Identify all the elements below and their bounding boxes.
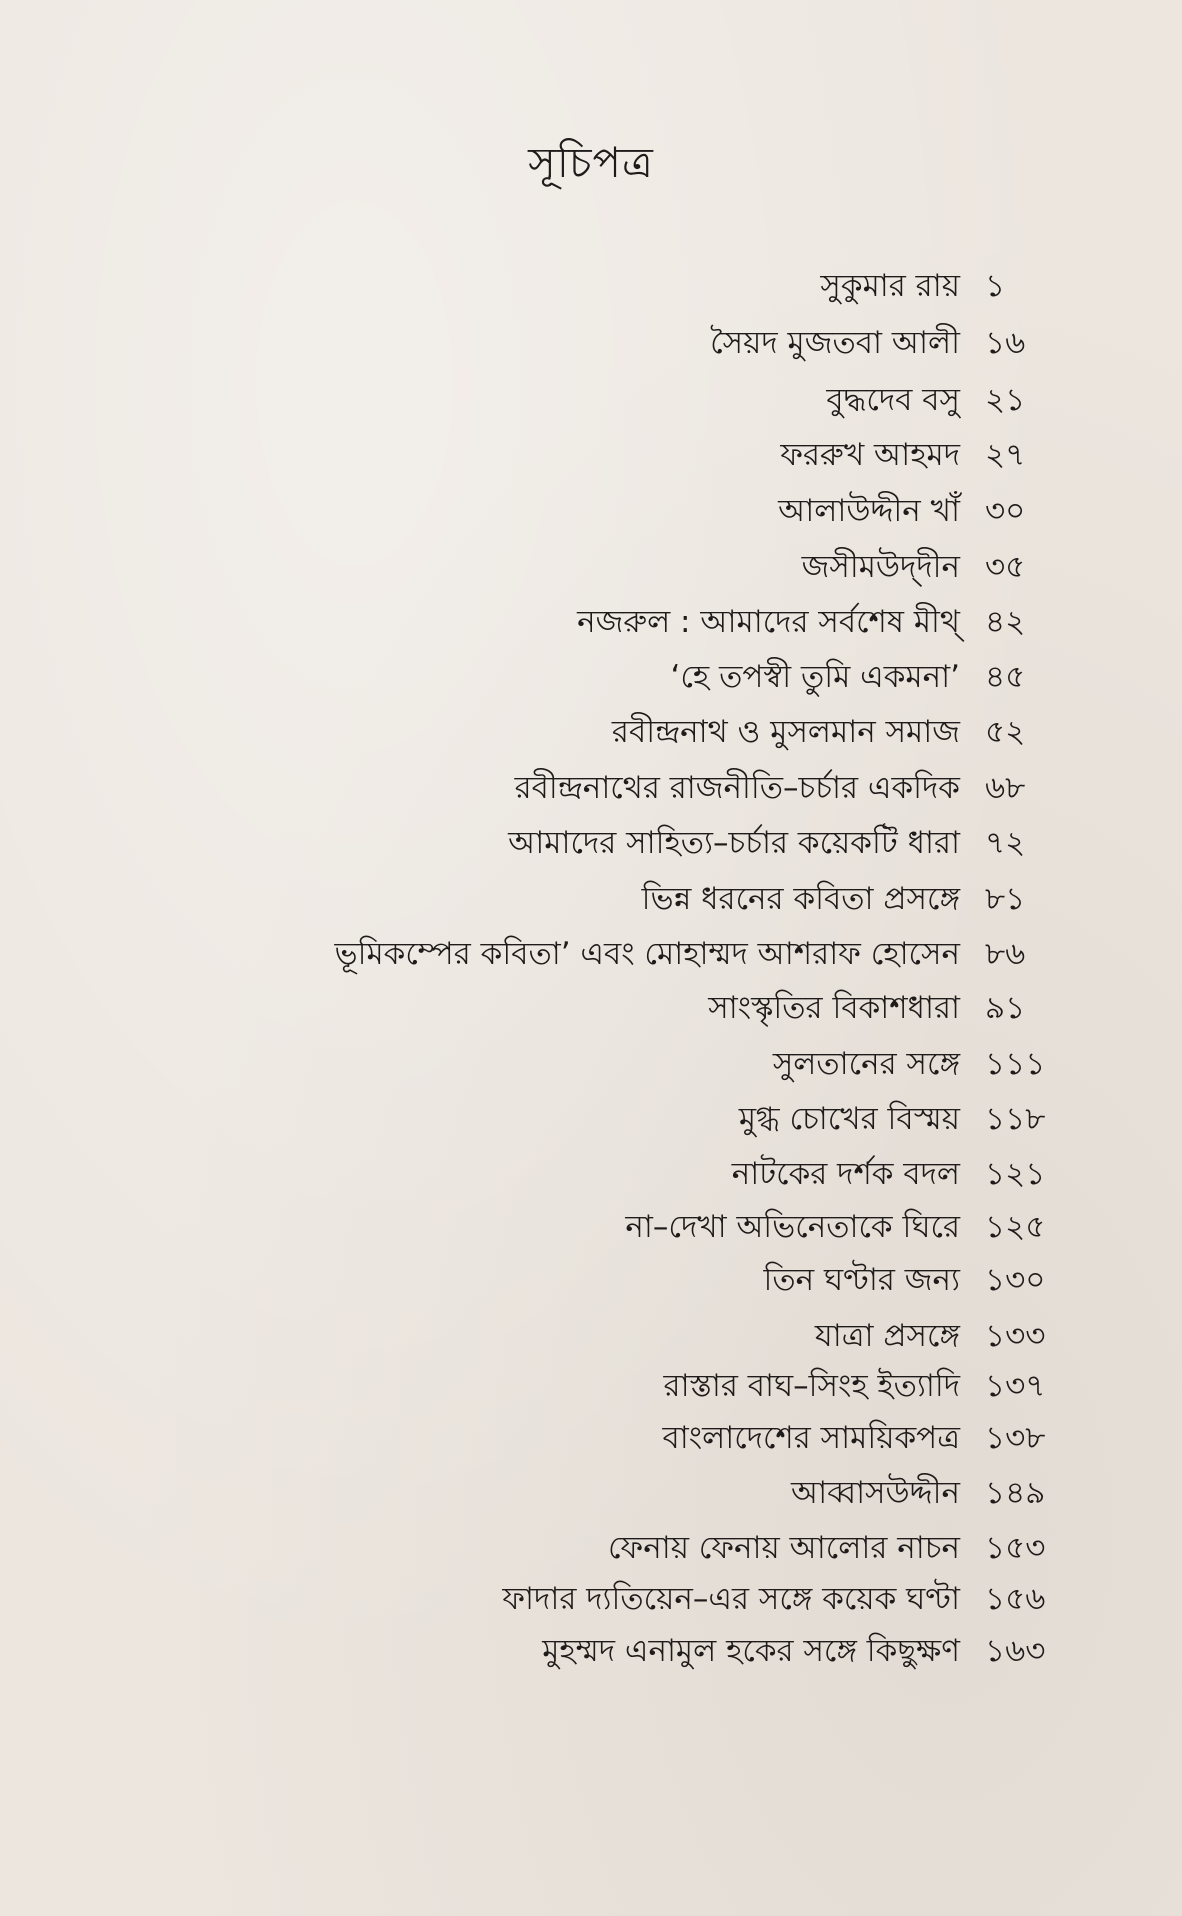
toc-entry-page-number: ৩০ xyxy=(985,493,1026,529)
toc-entry xyxy=(0,543,1182,595)
toc-entry-page-number: ৬৮ xyxy=(985,770,1026,806)
toc-entry xyxy=(0,1627,1182,1679)
toc-entry-page-number: ২৭ xyxy=(985,437,1026,473)
toc-entry-title: যাত্রা প্রসঙ্গে xyxy=(814,1318,960,1354)
toc-entry-title: রাস্তার বাঘ–সিংহ ইত্যাদি xyxy=(663,1368,960,1404)
toc-entry xyxy=(0,930,1182,982)
toc-entry xyxy=(0,819,1182,871)
toc-entry xyxy=(0,1414,1182,1466)
toc-entry xyxy=(0,262,1182,314)
toc-entry xyxy=(0,1524,1182,1576)
toc-entry-page-number: ১৫৩ xyxy=(985,1530,1046,1566)
toc-entry-title: সুলতানের সঙ্গে xyxy=(772,1046,960,1082)
toc-entry xyxy=(0,1362,1182,1414)
toc-entry-page-number: ১৪৯ xyxy=(985,1475,1046,1511)
toc-entry-page-number: ১৫৬ xyxy=(985,1581,1046,1617)
toc-entry-title: সৈয়দ মুজতবা আলী xyxy=(710,325,960,361)
toc-entry-title: আব্বাসউদ্দীন xyxy=(791,1475,960,1511)
toc-entry xyxy=(0,653,1182,705)
toc-entry xyxy=(0,376,1182,428)
toc-entry-title: বাংলাদেশের সাময়িকপত্র xyxy=(662,1420,960,1456)
toc-entry-page-number: ৩৫ xyxy=(985,549,1026,585)
toc-entry-page-number: ১৬৩ xyxy=(985,1633,1046,1669)
toc-entry-page-number: ৪২ xyxy=(985,604,1026,640)
toc-entry xyxy=(0,875,1182,927)
toc-entry-title: ভূমিকম্পের কবিতা’ এবং মোহাম্মদ আশরাফ হোসেন xyxy=(334,936,960,972)
toc-entry-page-number: ১৩০ xyxy=(985,1262,1046,1298)
toc-entry xyxy=(0,431,1182,483)
toc-entry-page-number: ৫২ xyxy=(985,714,1026,750)
toc-entry-page-number: ৮১ xyxy=(985,881,1026,917)
toc-entry-page-number: ১১৮ xyxy=(985,1101,1046,1137)
toc-entry-title: আলাউদ্দীন খাঁ xyxy=(778,493,960,529)
toc-entry-page-number: ৭২ xyxy=(985,825,1026,861)
toc-entry xyxy=(0,1150,1182,1202)
toc-entry-page-number: ৪৫ xyxy=(985,659,1026,695)
toc-entry-page-number: ১৩৮ xyxy=(985,1420,1046,1456)
toc-entry-title: ফেনায় ফেনায় আলোর নাচন xyxy=(607,1530,960,1566)
toc-entry-title: সুকুমার রায় xyxy=(820,268,960,304)
toc-entry-page-number: ৯১ xyxy=(985,990,1026,1026)
toc-entry-title: ভিন্ন ধরনের কবিতা প্রসঙ্গে xyxy=(641,881,960,917)
toc-entry xyxy=(0,984,1182,1036)
toc-entry xyxy=(0,319,1182,371)
toc-entry-title: বুদ্ধদেব বসু xyxy=(826,382,960,418)
toc-entry xyxy=(0,708,1182,760)
toc-entry-title: রবীন্দ্রনাথ ও মুসলমান সমাজ xyxy=(611,714,960,750)
toc-entry xyxy=(0,1203,1182,1255)
toc-entry xyxy=(0,1312,1182,1364)
page-title: সূচিপত্র xyxy=(528,138,654,187)
toc-entry-page-number: ১১১ xyxy=(985,1046,1046,1082)
toc-entry xyxy=(0,1575,1182,1627)
toc-entry-page-number: ১৩৭ xyxy=(985,1368,1046,1404)
toc-entry-title: মুহম্মদ এনামুল হকের সঙ্গে কিছুক্ষণ xyxy=(542,1633,960,1669)
toc-entry-title: ফাদার দ্যতিয়েন–এর সঙ্গে কয়েক ঘণ্টা xyxy=(502,1581,960,1617)
toc-entry-title: তিন ঘণ্টার জন্য xyxy=(763,1262,960,1298)
toc-entry xyxy=(0,487,1182,539)
toc-entry-page-number: ১৬ xyxy=(985,325,1026,361)
toc-entry-title: ফররুখ আহমদ xyxy=(780,437,960,473)
toc-entry xyxy=(0,1040,1182,1092)
toc-entry-page-number: ১২৫ xyxy=(985,1209,1046,1245)
toc-entry xyxy=(0,598,1182,650)
toc-entry-title: জসীমউদ্‌দীন xyxy=(801,549,960,585)
toc-entry xyxy=(0,764,1182,816)
toc-entry xyxy=(0,1469,1182,1521)
toc-entry xyxy=(0,1095,1182,1147)
toc-entry-page-number: ১২১ xyxy=(985,1156,1046,1192)
toc-entry-title: মুগ্ধ চোখের বিস্ময় xyxy=(738,1101,960,1137)
toc-entry-title: না–দেখা অভিনেতাকে ঘিরে xyxy=(625,1209,960,1245)
toc-entry-title: আমাদের সাহিত্য–চর্চার কয়েকটি ধারা xyxy=(508,825,960,861)
toc-entry-page-number: ১ xyxy=(985,268,1006,304)
toc-entry-page-number: ৮৬ xyxy=(985,936,1026,972)
toc-entry-title: সাংস্কৃতির বিকাশধারা xyxy=(708,990,960,1026)
toc-entry-title: নাটকের দর্শক বদল xyxy=(731,1156,960,1192)
toc-entry-title: নজরুল : আমাদের সর্বশেষ মীথ্‌ xyxy=(577,604,960,640)
toc-entry-title: ‘হে তপস্বী তুমি একমনা’ xyxy=(670,659,960,695)
toc-entry-page-number: ২১ xyxy=(985,382,1026,418)
toc-entry-title: রবীন্দ্রনাথের রাজনীতি–চর্চার একদিক xyxy=(514,770,960,806)
toc-entry-page-number: ১৩৩ xyxy=(985,1318,1046,1354)
toc-entry xyxy=(0,1256,1182,1308)
